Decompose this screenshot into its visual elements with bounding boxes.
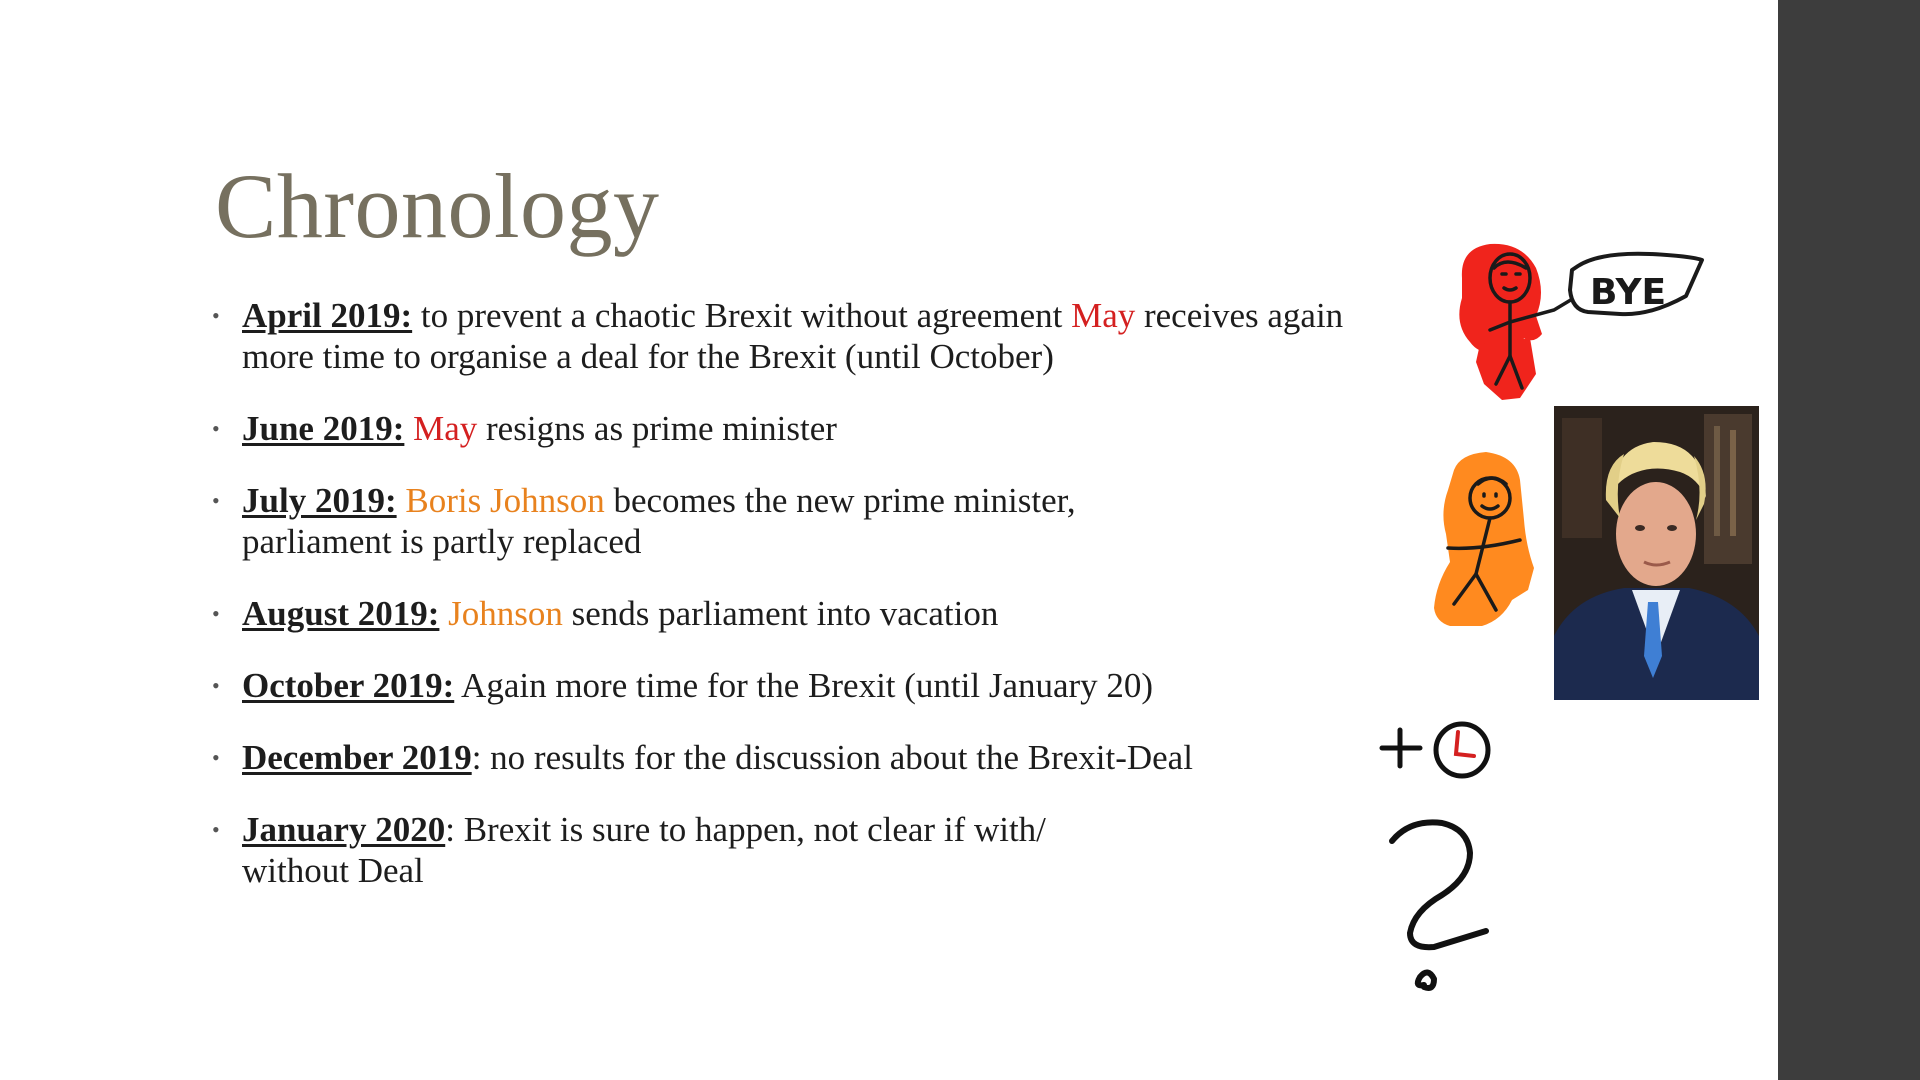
list-item: [212, 480, 1352, 562]
item-date: June 2019:: [242, 409, 405, 448]
item-name-may: May: [413, 409, 478, 448]
bullet-icon: •: [212, 416, 220, 441]
item-text: : no results for the discussion about the Brexit-Deal: [471, 738, 1193, 777]
slide-title: Chronology: [215, 155, 660, 257]
item-text: resigns as prime minister: [477, 409, 837, 448]
item-date: October 2019:: [242, 666, 455, 705]
bullet-icon: •: [212, 303, 220, 328]
bullet-icon: •: [212, 745, 220, 770]
item-date: December 2019: [242, 738, 472, 777]
plus-clock-drawing: [1378, 718, 1498, 782]
bullet-icon: •: [212, 817, 220, 842]
list-item: [212, 295, 1352, 377]
bye-sign: [1570, 254, 1702, 314]
item-date: August 2019:: [242, 594, 440, 633]
item-text: : Brexit is sure to happen, not clear if with/ without Deal: [242, 810, 1046, 890]
question-mark-drawing: [1384, 815, 1496, 1005]
slide-sidebar: [1778, 0, 1920, 1080]
item-text: becomes the new prime minister, parliament is partly replaced: [242, 481, 1076, 561]
item-text: sends parliament into vacation: [562, 594, 999, 633]
list-item: [212, 665, 1352, 706]
item-text: to prevent a chaotic Brexit without agreement: [412, 296, 1072, 335]
list-item: [212, 809, 1352, 891]
item-date: April 2019:: [242, 296, 413, 335]
bullet-icon: •: [212, 673, 220, 698]
bullet-icon: •: [212, 488, 220, 513]
item-text: Again more time for the Brexit (until January 20): [454, 666, 1154, 705]
item-name-johnson: Johnson: [448, 594, 563, 633]
may-stick-figure-drawing: [1450, 238, 1710, 408]
item-date: January 2020: [242, 810, 446, 849]
item-text: receives again more time to organise a deal for the Brexit (until October): [242, 296, 1344, 376]
item-name-johnson: Boris Johnson: [405, 481, 605, 520]
bullet-icon: •: [212, 601, 220, 626]
list-item: [212, 408, 1352, 449]
johnson-stick-figure-drawing: [1430, 450, 1540, 630]
bye-sign-text: BYE: [1590, 272, 1667, 313]
item-date: July 2019:: [242, 481, 397, 520]
list-item: [212, 593, 1352, 634]
portrait-photo: [1554, 406, 1759, 700]
item-text: [439, 594, 448, 633]
item-text: [404, 409, 413, 448]
item-name-may: May: [1071, 296, 1136, 335]
chronology-list: [212, 295, 1352, 891]
list-item: [212, 737, 1352, 778]
